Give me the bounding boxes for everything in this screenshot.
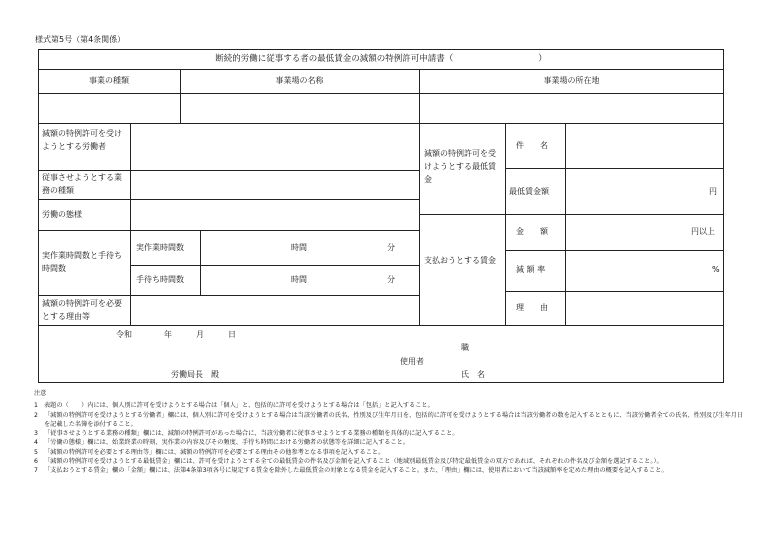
- note-item: 6 「減額の特例許可を受けようとする最低賃金」欄には、許可を受けようとする全ての最低賃金の件名及び金額を記入すること（地域別最低賃金及び特定最低賃金の双方であれば、それぞれの件名及び金額を選記すること。）。: [34, 458, 663, 466]
- label-worker: 減額の特例許可を受けようとする労働者: [42, 129, 122, 151]
- label-name: 氏 名: [461, 370, 485, 379]
- note-item: 3 「従事させようとする業務の種類」欄には、減額の特例許可があった場合に、当該労働者に従事させようとする業務の種類を具体的に記入すること。: [34, 430, 459, 438]
- label-employer: 使用者: [400, 357, 424, 366]
- date-line: 令和 年 月 日: [116, 330, 236, 339]
- unit-hours-wait: 時間: [291, 275, 307, 284]
- unit-hours-actual: 時間: [291, 243, 307, 252]
- label-amount: 金 額: [516, 227, 548, 236]
- label-min-wage-section: 減額の特例許可を受けようとする最低賃金: [424, 149, 496, 184]
- label-task-type: 従事させようとする業務の種類: [42, 173, 122, 195]
- label-reduction-rate: 減 額 率: [516, 265, 546, 274]
- label-reason: 減額の特例許可を必要とする理由等: [42, 299, 122, 321]
- label-hours: 実作業時間数と手待ち時間数: [42, 251, 122, 273]
- note-item: 5 「減額の特例許可を必要とする理由等」欄には、減額の特例許可を必要とする理由その他参考となる事項を記入すること。: [34, 448, 385, 456]
- note-item: 1 表題の（ ）内には、個人別に許可を受けようとする場合は「個人」と、包括的に許可を受けようとする場合は「包括」と記入すること。: [34, 402, 434, 410]
- label-position: 職: [461, 343, 469, 352]
- notes-title: 注意: [34, 390, 47, 397]
- label-wait-hours: 手待ち時間数: [136, 275, 184, 284]
- label-reason-right: 理 由: [516, 303, 548, 312]
- unit-percent: %: [712, 265, 720, 274]
- label-work-mode: 労働の態様: [42, 210, 82, 219]
- note-item: 4 「労働の態様」欄には、始業終業の時刻、実作業の内容及びその頻度、手待ち時間における労働者の状態等を詳細に記入すること。: [34, 439, 410, 447]
- notes-section: [34, 389, 744, 476]
- label-min-wage-amount: 最低賃金額: [509, 187, 549, 196]
- unit-yen: 円: [709, 187, 717, 196]
- note-item: 2 「減額の特例許可を受けようとする労働者」欄には、個人別に許可を受けようとする場合は当該労働者の氏名、性別及び生年月日を、包括的に許可を受けようとする場合は当該労働者の数を記入するとともに、当該労働者全ての氏名、性別及び生年月日を記載した名簿を添付すること。: [34, 411, 744, 428]
- unit-minutes-wait: 分: [387, 275, 395, 284]
- label-case-name: 件 名: [516, 141, 548, 150]
- label-pay-section: 支払おうとする賃金: [424, 256, 496, 265]
- application-form-table: [38, 49, 724, 383]
- unit-minutes-actual: 分: [387, 243, 395, 252]
- note-item: 7 「支払おうとする賃金」欄の「金額」欄には、法第4条第3項各号に規定する賃金を除外した最低賃金の対象となる賃金を記入すること。また、「理由」欄には、使用者において当該減額率を定めた理由の概要を記入すること。: [34, 467, 668, 475]
- header-business-location: 事業場の所在地: [543, 76, 600, 85]
- header-business-name: 事業場の名称: [275, 76, 324, 85]
- label-bureau: 労働局長 殿: [171, 370, 219, 379]
- form-title: 断続的労働に従事する者の最低賃金の減額の特例許可申請書（ ）: [215, 54, 547, 64]
- form-label: 様式第5号（第4条関係）: [35, 35, 126, 44]
- label-actual-hours: 実作業時間数: [136, 243, 184, 252]
- header-business-type: 事業の種類: [89, 76, 129, 85]
- unit-yen-or-more: 円以上: [691, 227, 715, 236]
